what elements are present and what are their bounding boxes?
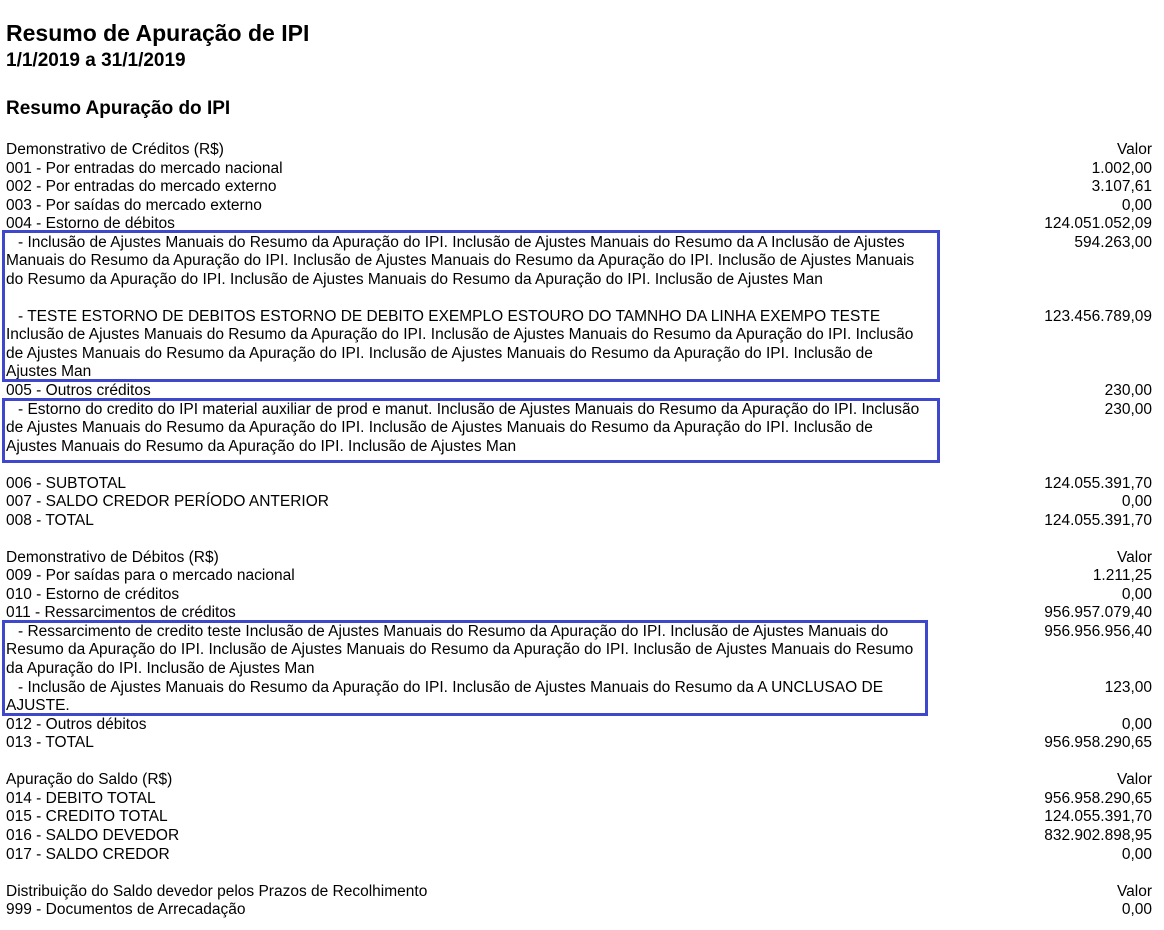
row-value: 0,00 <box>1121 586 1152 603</box>
row-007 <box>6 493 1152 511</box>
row-value: 0,00 <box>1121 493 1152 510</box>
row-013 <box>6 734 1152 752</box>
row-label: 015 - CREDITO TOTAL <box>6 808 168 825</box>
value-column-header: Valor <box>1116 883 1152 900</box>
row-003 <box>6 197 1152 215</box>
row-label: 006 - SUBTOTAL <box>6 475 127 492</box>
adjustment-text: - Inclusão de Ajustes Manuais do Resumo da Apuração do IPI. Inclusão de Ajustes Manuais do Resumo da A UNCLUSAO DE AJUSTE. <box>6 679 884 715</box>
row-value: 0,00 <box>1121 901 1152 918</box>
row-value: 832.902.898,95 <box>1044 827 1152 844</box>
adjustment-value: 594.263,00 <box>1074 234 1152 251</box>
row-value: 1.211,25 <box>1092 567 1152 584</box>
adjustment-text: - Ressarcimento de credito teste Inclusão de Ajustes Manuais do Resumo da Apuração do IPI. Inclusão de Ajustes Manuais do Resumo da Apuração do IPI. Inclusão de Ajustes Manuais do Resumo da Apuração do IPI. Inclusão de Ajustes Manuais do Resumo da Apuração do IPI. Inclusão de Ajustes Man <box>6 623 914 677</box>
row-value: 124.055.391,70 <box>1044 808 1152 825</box>
row-017 <box>6 846 1152 864</box>
row-015 <box>6 808 1152 826</box>
value-column-header: Valor <box>1116 141 1152 158</box>
row-label: 016 - SALDO DEVEDOR <box>6 827 180 844</box>
row-label: 012 - Outros débitos <box>6 716 147 733</box>
section-heading: Apuração do Saldo (R$) <box>6 771 173 788</box>
row-value: 230,00 <box>1104 382 1152 399</box>
row-value: 0,00 <box>1121 197 1152 214</box>
row-value: 956.958.290,65 <box>1044 790 1152 807</box>
row-label: 011 - Ressarcimentos de créditos <box>6 604 236 621</box>
row-004 <box>6 215 1152 233</box>
row-016 <box>6 827 1152 845</box>
row-value: 0,00 <box>1121 846 1152 863</box>
row-009 <box>6 567 1152 585</box>
row-011 <box>6 604 1152 622</box>
row-label: 999 - Documentos de Arrecadação <box>6 901 246 918</box>
adjustment-value: 123,00 <box>1104 679 1152 696</box>
row-005 <box>6 382 1152 400</box>
row-value: 124.055.391,70 <box>1044 475 1152 492</box>
row-label: 009 - Por saídas para o mercado nacional <box>6 567 295 584</box>
report-subtitle: Resumo Apuração do IPI <box>6 98 231 119</box>
adjustment-value: 956.956.956,40 <box>1044 623 1152 640</box>
row-010 <box>6 586 1152 604</box>
row-label: 007 - SALDO CREDOR PERÍODO ANTERIOR <box>6 493 329 510</box>
adjustment-005-a <box>6 401 1152 456</box>
row-014 <box>6 790 1152 808</box>
row-value: 956.957.079,40 <box>1044 604 1152 621</box>
section-heading: Distribuição do Saldo devedor pelos Prazos de Recolhimento <box>6 883 428 900</box>
row-label: 001 - Por entradas do mercado nacional <box>6 160 283 177</box>
adjustment-value: 123.456.789,09 <box>1044 308 1152 325</box>
value-column-header: Valor <box>1116 549 1152 566</box>
distribuicao-heading-row <box>6 883 1152 901</box>
row-008 <box>6 512 1152 530</box>
row-label: 005 - Outros créditos <box>6 382 151 399</box>
row-label: 002 - Por entradas do mercado externo <box>6 178 277 195</box>
row-012 <box>6 716 1152 734</box>
adjustment-value: 230,00 <box>1104 401 1152 418</box>
row-002 <box>6 178 1152 196</box>
row-label: 017 - SALDO CREDOR <box>6 846 170 863</box>
row-value: 1.002,00 <box>1091 160 1152 177</box>
adjustment-text: - TESTE ESTORNO DE DEBITOS ESTORNO DE DEBITO EXEMPLO ESTOURO DO TAMNHO DA LINHA EXEMPO TESTE Inclusão de Ajustes Manuais do Resumo da Apuração do IPI. Inclusão de Ajustes Manuais do Resumo da Apuração do IPI. Inclusão de Ajustes Manuais do Resumo da Apuração do IPI. Inclusão de Ajustes Manuais do Resumo da Apuração do IPI. Inclusão de Ajustes Man <box>6 308 914 381</box>
row-001 <box>6 160 1152 178</box>
row-value: 124.051.052,09 <box>1044 215 1152 232</box>
section-heading: Demonstrativo de Débitos (R$) <box>6 549 219 566</box>
row-label: 014 - DEBITO TOTAL <box>6 790 156 807</box>
adjustment-004-b <box>6 308 1152 382</box>
debitos-heading-row <box>6 549 1152 567</box>
row-label: 010 - Estorno de créditos <box>6 586 180 603</box>
adjustment-text: - Estorno do credito do IPI material auxiliar de prod e manut. Inclusão de Ajustes Manuais do Resumo da Apuração do IPI. Inclusão de Ajustes Manuais do Resumo da Apuração do IPI. Inclusão de Ajustes Manuais do Resumo da Apuração do IPI. Inclusão de Ajustes Manuais do Resumo da Apuração do IPI. Inclusão de Ajustes Man <box>6 401 920 455</box>
adjustment-004-a <box>6 234 1152 289</box>
row-value: 0,00 <box>1121 716 1152 733</box>
row-label: 013 - TOTAL <box>6 734 94 751</box>
row-value: 124.055.391,70 <box>1044 512 1152 529</box>
row-value: 3.107,61 <box>1091 178 1152 195</box>
adjustment-011-b <box>6 679 1152 716</box>
row-006 <box>6 475 1152 493</box>
row-value: 956.958.290,65 <box>1044 734 1152 751</box>
row-999 <box>6 901 1152 919</box>
report-period: 1/1/2019 a 31/1/2019 <box>6 50 186 71</box>
adjustment-text: - Inclusão de Ajustes Manuais do Resumo da Apuração do IPI. Inclusão de Ajustes Manuais do Resumo da A Inclusão de Ajustes Manuais do Resumo da Apuração do IPI. Inclusão de Ajustes Manuais do Resumo da Apuração do IPI. Inclusão de Ajustes Manuais do Resumo da Apuração do IPI. Inclusão de Ajustes Manuais do Resumo da Apuração do IPI. Inclusão de Ajustes Man <box>6 234 915 288</box>
creditos-heading-row <box>6 141 1152 159</box>
saldo-heading-row <box>6 771 1152 789</box>
value-column-header: Valor <box>1116 771 1152 788</box>
row-label: 008 - TOTAL <box>6 512 94 529</box>
adjustment-011-a <box>6 623 1152 678</box>
row-label: 003 - Por saídas do mercado externo <box>6 197 262 214</box>
section-heading: Demonstrativo de Créditos (R$) <box>6 141 224 158</box>
report-title: Resumo de Apuração de IPI <box>6 20 310 46</box>
row-label: 004 - Estorno de débitos <box>6 215 175 232</box>
